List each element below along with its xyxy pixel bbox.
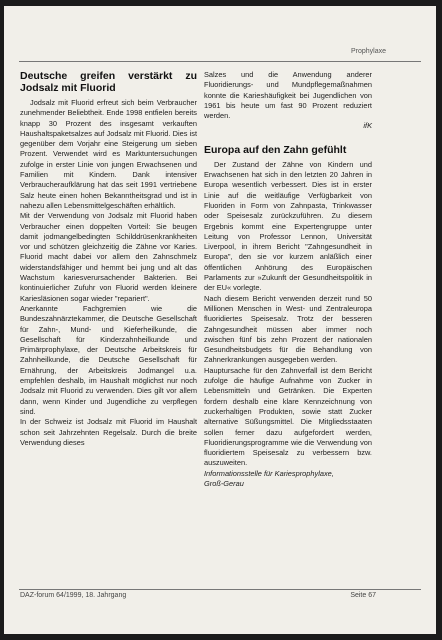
section-label: Prophylaxe [350, 48, 386, 55]
right-column [204, 70, 372, 489]
article-paragraph: Der Zustand der Zähne von Kindern und Erwachsenen hat sich in den letzten 20 Jahren in Europa wesentlich verbessert. Dies ist in erster Linie auf die weitläufige Verfügbarkeit von Fluoriden in Form von Zahnpasta, Trinkwasser oder Speisesalz zurückzuführen. Zu diesem Ergebnis kommt eine Expertengruppe unter Leitung von Professor Lennon, Universität Liverpool, in ihrem Bericht "Zahngesundheit in Europa", den sie vor kurzem anläßlich einer öffentlichen Anhörung des Europäischen Parlaments zur »Zukunft der Gesundheitspolitik in der EU« vorlegte. [204, 159, 372, 293]
journal-issue: DAZ-forum 64/1999, 18. Jahrgang [20, 592, 127, 599]
article-source: Informationsstelle für Kariesprophylaxe, [204, 468, 334, 478]
footer-divider [19, 589, 421, 590]
article-paragraph: Anerkannte Fachgremien wie die Bundeszahnärztekammer, die Deutsche Gesellschaft für Zahn-, Mund- und Kieferheilkunde, die Gesellschaft für Kinderzahnheilkunde und Primärprophylaxe, der Deutsche Arbeitskreis für Zahnheilkunde, die Deutsche Gesellschaft für Ernährung, der Arbeitskreis Jodmangel u.a. empfehlen deshalb, im Haushalt möglichst nur noch Jodsalz mit Fluorid zu verwenden. Dies gilt vor allem dann, wenn Kinder und Jugendliche zu verpflegen sind. [20, 303, 197, 416]
article-source: Groß-Gerau [204, 478, 244, 488]
article-paragraph: Jodsalz mit Fluorid erfreut sich beim Verbraucher zunehmender Beliebtheit. Ende 1998 entfielen bereits knapp 30 Prozent des insgesamt verkauften Haushaltspaketsalzes auf Jodsalz mit Fluorid. Dies ist gegenüber dem Vorjahr eine Steigerung um sieben Prozent. Verwendet wird es Marktuntersuchungen zufolge in erster Linie von jungen Erwachsenen und Familien mit Kindern. Dank intensiver Verbraucheraufklärung hat das seit 1991 vertriebene Salz heute einen hohen Bekanntheitsgrad und ist in nahezu allen Lebensmittelgeschäften erhältlich. [20, 98, 197, 210]
article-paragraph: In der Schweiz ist Jodsalz mit Fluorid im Haushalt schon seit Jahrzehnten Regelsalz. Durch die breite Verwendung dieses [20, 417, 197, 447]
author-signature: ifK [363, 121, 372, 131]
article-title: Europa auf den Zahn gefühlt [204, 143, 347, 156]
article-paragraph: Hauptursache für den Zahnverfall ist dem Bericht zufolge die häufige Aufnahme von Zucker in Lebensmitteln und Getränken. Die Experten fordern deshalb eine klare Kennzeichnung von zuckerhaltigen Produkten, sowie statt Zucker alternative Süßungsmittel. Die Mitgliedsstaaten sollen ferner dazu aufgefordert werden, Fluoridierungsprogramme wie die Verwendung von fluoridiertem Speisesalz zu verbessern bzw. auszuweiten. [204, 365, 372, 468]
left-column [20, 70, 197, 448]
article-paragraph: Mit der Verwendung von Jodsalz mit Fluorid haben Verbraucher einen doppelten Vorteil: Sie beugen damit jodmangelbedingten Schilddrüsenkrankheiten vor und schützen gleichzeitig die Zähne vor Karies. Fluorid macht dabei vor allem den Zahnschmelz widerstandsfähiger und hemmt bei jung und alt das Wachstum kariesverursachender Bakterien. Bei kontinuierlicher Zufuhr von Fluorid werden kleinere Kariesläsionen sogar wieder "repariert". [20, 211, 197, 303]
page-number: Seite 67 [350, 592, 376, 599]
article-paragraph: Nach diesem Bericht verwenden derzeit rund 50 Millionen Menschen in West- und Zentraleuropa fluoridiertes Speisesalz. Trotz der besseren Zahngesundheit müssen aber immer noch zwischen fünf bis zehn Prozent der nationalen Gesundheitsbudgets für die Behandlung von Zahnerkrankungen ausgegeben werden. [204, 293, 372, 365]
header-divider [19, 61, 421, 62]
article-continuation: Salzes und die Anwendung anderer Fluoridierungs- und Mundpflegemaßnahmen konnte die Karieshäufigkeit bei Jugendlichen von 1961 bis heute um fast 90 Prozent reduziert werden. [204, 70, 372, 121]
article-title: Deutsche greifen verstärkt zu Jodsalz mit Fluorid [20, 70, 197, 94]
magazine-page [4, 6, 436, 634]
